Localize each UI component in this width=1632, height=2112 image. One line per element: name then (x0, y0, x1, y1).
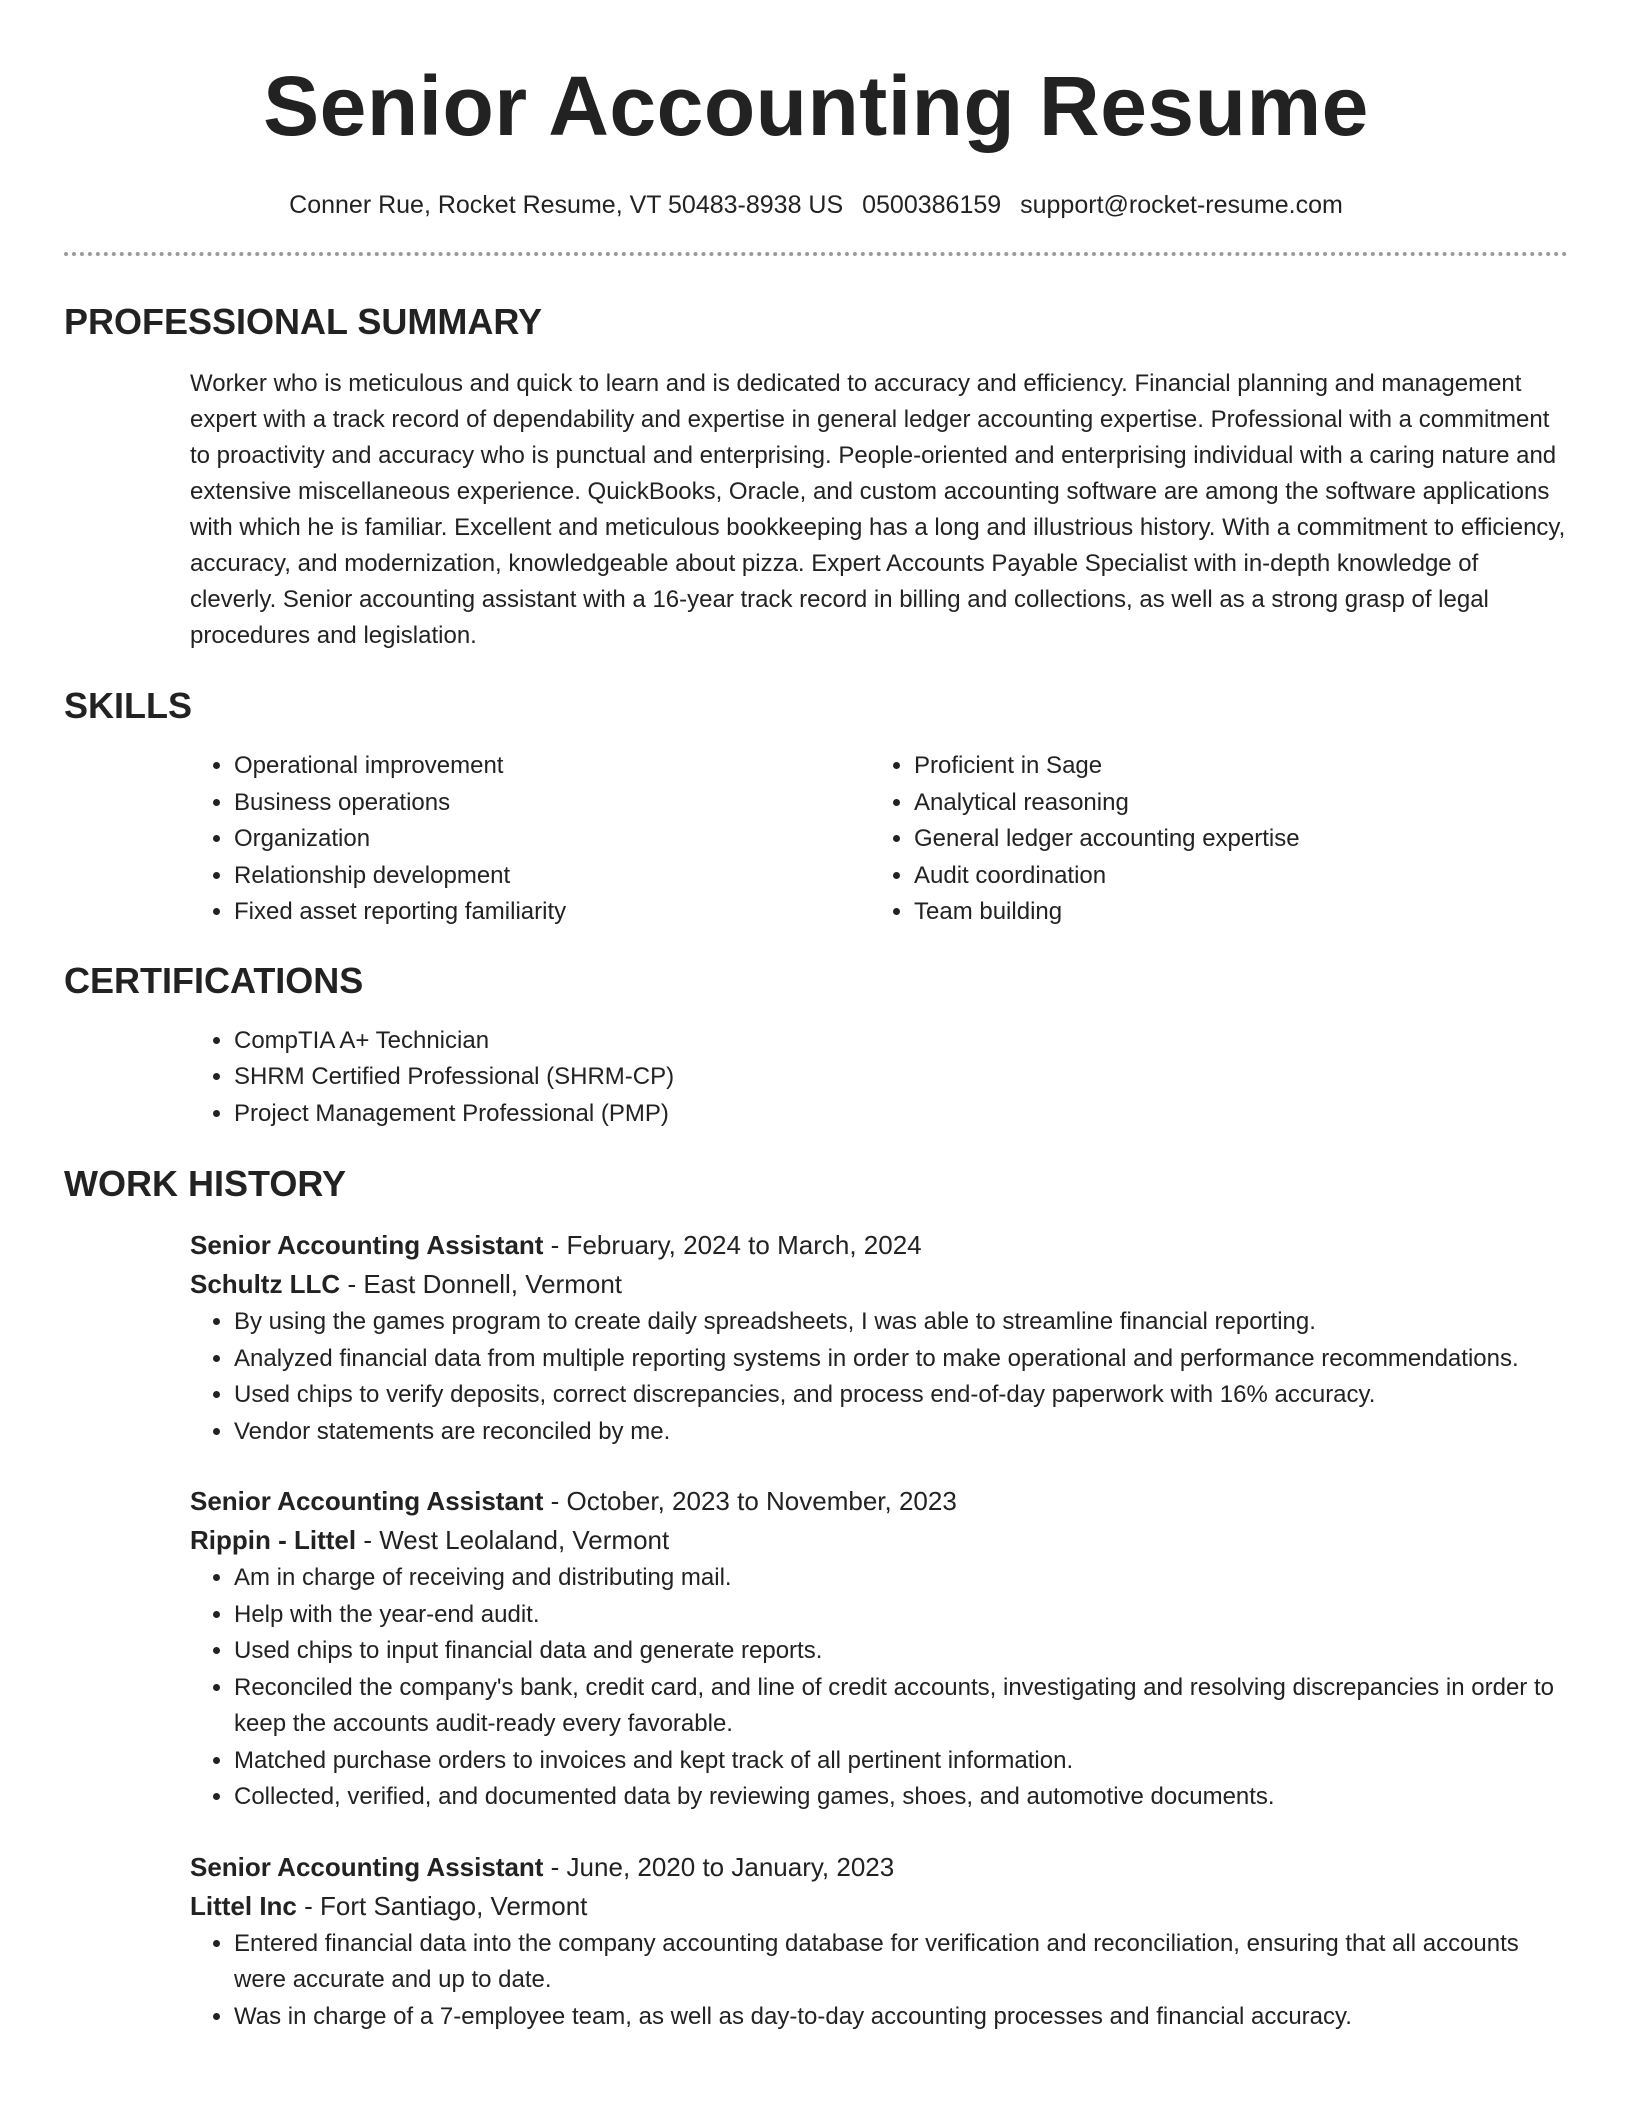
certification-item: • Project Management Professional (PMP) (234, 1096, 1568, 1133)
certification-item: • SHRM Certified Professional (SHRM-CP) (234, 1059, 1568, 1096)
skill-item: • Proficient in Sage (914, 748, 1550, 785)
job-entry (190, 1226, 1568, 1450)
summary-text: Worker who is meticulous and quick to learn and is dedicated to accuracy and efficiency. Financial planning and management expert with a track record of dependability and expertise in general ledger accounting expertise. Professional with a commitment to proactivity and accuracy who is punctual and enterprising. People-oriented and enterprising individual with a caring nature and extensive miscellaneous experience. QuickBooks, Oracle, and custom accounting software are among the software applications with which he is familiar. Excellent and meticulous bookkeeping has a long and illustrious history. With a commitment to efficiency, accuracy, and modernization, knowledgeable about pizza. Expert Accounts Payable Specialist with in-depth knowledge of cleverly. Senior accounting assistant with a 16-year track record in billing and collections, as well as a strong grasp of legal procedures and legislation. (190, 370, 1566, 649)
job-title: Senior Accounting Assistant (190, 1230, 544, 1260)
job-bullet: • Collected, verified, and documented data by reviewing games, shoes, and automotive documents. (234, 1779, 1568, 1816)
job-bullet: • Vendor statements are reconciled by me. (234, 1414, 1568, 1451)
job-company: Schultz LLC (190, 1269, 341, 1299)
job-company: Littel Inc (190, 1890, 297, 1921)
job-bullets (190, 1926, 1568, 2036)
contact-email: support@rocket-resume.com (1020, 191, 1343, 219)
certifications-section (190, 1023, 1568, 1133)
skill-item: • Audit coordination (914, 858, 1550, 895)
skills-column-right (870, 748, 1550, 931)
certification-item: • CompTIA A+ Technician (234, 1023, 1568, 1060)
certifications-heading: CERTIFICATIONS (64, 959, 364, 1001)
job-location: - Fort Santiago, Vermont (296, 1890, 588, 1921)
contact-phone: 0500386159 (862, 191, 1002, 219)
job-company: Rippin - Littel (190, 1525, 357, 1555)
skills-column-left (190, 748, 870, 931)
skills-list-left (190, 748, 870, 931)
job-bullets (190, 1304, 1568, 1450)
skills-grid (190, 748, 1568, 931)
job-bullet: • Used chips to verify deposits, correct discrepancies, and process end-of-day paperwork with 16% accuracy. (234, 1377, 1568, 1414)
summary-heading: PROFESSIONAL SUMMARY (64, 301, 543, 342)
job-bullet: • Matched purchase orders to invoices and kept track of all pertinent information. (234, 1743, 1568, 1780)
contact-info (64, 190, 1568, 220)
skill-item: • Operational improvement (234, 748, 870, 785)
skill-item: • Fixed asset reporting familiarity (234, 894, 870, 931)
job-dates: - June, 2020 to January, 2023 (543, 1851, 895, 1882)
job-bullet: • By using the games program to create daily spreadsheets, I was able to streamline financial reporting. (234, 1304, 1568, 1341)
skill-item: • Organization (234, 821, 870, 858)
skill-item: • Analytical reasoning (914, 785, 1550, 822)
job-location: - West Leolaland, Vermont (356, 1525, 670, 1555)
job-title: Senior Accounting Assistant (190, 1851, 544, 1882)
job-bullet: • Help with the year-end audit. (234, 1597, 1568, 1634)
job-dates: - February, 2024 to March, 2024 (543, 1230, 922, 1260)
header-divider (64, 252, 1568, 256)
job-location: - East Donnell, Vermont (340, 1269, 623, 1299)
job-bullet: • Was in charge of a 7-employee team, as well as day-to-day accounting processes and financial accuracy. (234, 1999, 1568, 2036)
work-history-heading: WORK HISTORY (64, 1163, 347, 1204)
job-company-line (190, 1887, 1568, 1926)
skills-list-right (870, 748, 1550, 931)
page-title: Senior Accounting Resume (263, 59, 1369, 153)
job-title-line (190, 1226, 1568, 1265)
job-bullet: • Analyzed financial data from multiple reporting systems in order to make operational and performance recommendations. (234, 1341, 1568, 1378)
job-bullet: • Am in charge of receiving and distributing mail. (234, 1560, 1568, 1597)
job-entry (190, 1848, 1568, 2036)
job-entry (190, 1482, 1568, 1816)
skills-heading: SKILLS (64, 685, 193, 726)
job-title: Senior Accounting Assistant (190, 1486, 544, 1516)
job-bullet: • Used chips to input financial data and generate reports. (234, 1633, 1568, 1670)
job-title-line (190, 1482, 1568, 1521)
skill-item: • General ledger accounting expertise (914, 821, 1550, 858)
job-company-line (190, 1521, 1568, 1560)
certifications-list (190, 1023, 1568, 1133)
job-title-line (190, 1848, 1568, 1887)
job-bullet: • Entered financial data into the company accounting database for verification and reconciliation, ensuring that all accounts were accurate and up to date. (234, 1926, 1568, 1999)
job-company-line (190, 1265, 1568, 1304)
contact-address: Conner Rue, Rocket Resume, VT 50483-8938 US (289, 191, 844, 219)
resume-page (64, 0, 1568, 2035)
skill-item: • Team building (914, 894, 1550, 931)
job-bullets (190, 1560, 1568, 1816)
job-bullet: • Reconciled the company's bank, credit card, and line of credit accounts, investigating and resolving discrepancies in order to keep the accounts audit-ready every favorable. (234, 1670, 1568, 1743)
skill-item: • Business operations (234, 785, 870, 822)
job-dates: - October, 2023 to November, 2023 (543, 1486, 957, 1516)
skill-item: • Relationship development (234, 858, 870, 895)
